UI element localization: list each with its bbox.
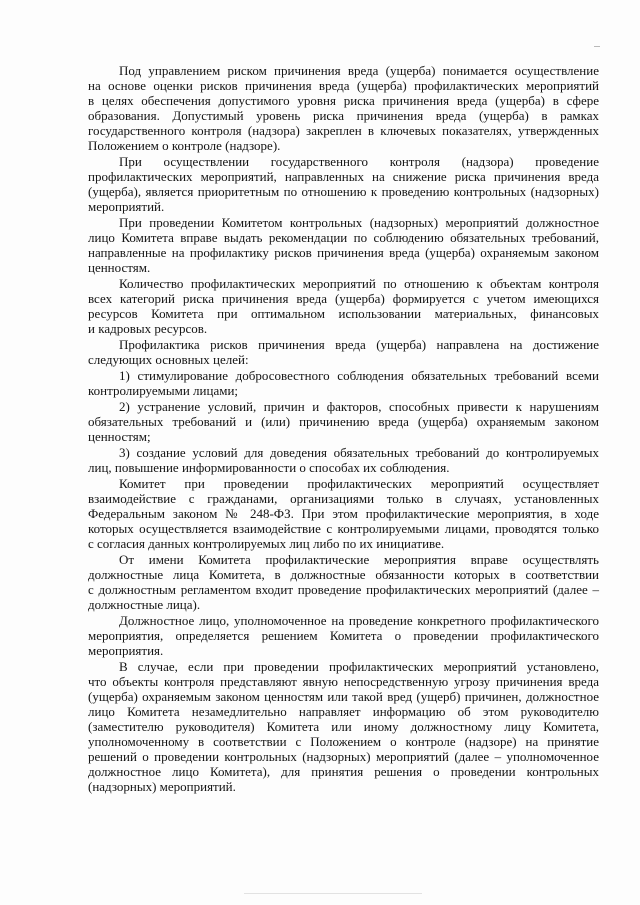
text-line: При осуществлении государственного контроля (надзора) проведение <box>119 154 599 169</box>
text-line: направленные на профилактику рисков причинения вреда (ущерба) охраняемым законом <box>88 245 599 260</box>
text-line: Под управлением риском причинения вреда (ущерба) понимается осуществление <box>119 63 599 78</box>
text-line: должностное лицо Комитета), для принятия решения о проведении контрольных <box>88 764 599 779</box>
text-line: решений о проведении контрольных (надзорных) мероприятий (далее – уполномоченное <box>88 749 599 764</box>
text-line: на основе оценки рисков причинения вреда (ущерба) профилактических мероприятий <box>88 78 599 93</box>
text-line: взаимодействие с гражданами, организациями только в случаях, установленных <box>88 491 599 506</box>
text-line: Должностное лицо, уполномоченное на проведение конкретного профилактического <box>119 613 599 628</box>
text-line: 2) устранение условий, причин и факторов, способных привести к нарушениям <box>119 399 599 414</box>
text-line: лиц, повышение информированности о способах их соблюдения. <box>88 460 450 475</box>
text-line: которых осуществляется взаимодействие с контролируемыми лицами, проводятся только <box>88 521 599 536</box>
text-line: мероприятий. <box>88 199 165 214</box>
paragraph <box>88 476 599 551</box>
text-line: (ущерба), является приоритетным по отношению к проведению контрольных (надзорных) <box>88 184 599 199</box>
text-line: 3) создание условий для доведения обязательных требований до контролируемых <box>119 445 599 460</box>
scan-mark <box>594 46 600 47</box>
text-line: лицо Комитета вправе выдать рекомендации по соблюдению обязательных требований, <box>88 230 599 245</box>
paragraph <box>88 337 599 367</box>
text-line: Положением о контроле (надзоре). <box>88 138 281 153</box>
text-line: (надзорных) мероприятий. <box>88 779 236 794</box>
text-line: обязательных требований и (или) причинению вреда (ущерба) охраняемым законом <box>88 414 599 429</box>
text-line: уполномоченному в соответствии с Положением о контроле (надзоре) на принятие <box>88 734 599 749</box>
text-line: что объекты контроля представляют явную непосредственную угрозу причинения вреда <box>88 674 599 689</box>
text-line: с должностным регламентом входит проведение профилактических мероприятий (далее – <box>88 582 599 597</box>
paragraph <box>88 445 599 475</box>
text-line: и кадровых ресурсов. <box>88 321 208 336</box>
text-line: образования. Допустимый уровень риска причинения вреда (ущерба) в рамках <box>88 108 599 123</box>
body-text <box>88 63 599 795</box>
text-line: лицо Комитета незамедлительно направляет информацию об этом руководителю <box>88 704 599 719</box>
paragraph <box>88 215 599 275</box>
text-line: ценностям. <box>88 260 151 275</box>
paragraph <box>88 63 599 153</box>
text-line: должностные лица). <box>88 597 201 612</box>
text-line: мероприятия. <box>88 643 164 658</box>
text-line: Профилактика рисков причинения вреда (ущерба) направлена на достижение <box>119 337 599 352</box>
text-line: всех категорий риска причинения вреда (ущерба) формируется с учетом имеющихся <box>88 291 599 306</box>
text-line: От имени Комитета профилактические мероприятия вправе осуществлять <box>119 552 599 567</box>
text-line: должностные лица Комитета, в должностные обязанности которых в соответствии <box>88 567 599 582</box>
text-line: (заместителю руководителя) Комитета или иному должностному лицу Комитета, <box>88 719 599 734</box>
text-line: При проведении Комитетом контрольных (надзорных) мероприятий должностное <box>119 215 599 230</box>
paragraph <box>88 659 599 794</box>
paragraph <box>88 276 599 336</box>
paragraph <box>88 613 599 658</box>
text-line: профилактических мероприятий, направленных на снижение риска причинения вреда <box>88 169 599 184</box>
text-line: ценностям; <box>88 429 151 444</box>
scan-artifact-line <box>244 893 422 894</box>
paragraph <box>88 399 599 444</box>
paragraph <box>88 368 599 398</box>
text-line: ресурсов Комитета при оптимальном использовании материальных, финансовых <box>88 306 599 321</box>
paragraph <box>88 552 599 612</box>
text-line: с согласия данных контролируемых лиц либо по их инициативе. <box>88 536 445 551</box>
text-line: (ущерба) охраняемым законом ценностям или такой вред (ущерб) причинен, должностное <box>88 689 599 704</box>
text-line: Количество профилактических мероприятий по отношению к объектам контроля <box>119 276 599 291</box>
text-line: контролируемыми лицами; <box>88 383 239 398</box>
text-line: следующих основных целей: <box>88 352 249 367</box>
text-line: Федеральным законом № 248-ФЗ. При этом профилактические мероприятия, в ходе <box>88 506 599 521</box>
text-line: мероприятия, определяется решением Комитета о проведении профилактического <box>88 628 599 643</box>
paragraph <box>88 154 599 214</box>
text-line: государственного контроля (надзора) закреплен в ключевых показателях, утвержденных <box>88 123 599 138</box>
text-line: в целях обеспечения допустимого уровня риска причинения вреда (ущерба) в сфере <box>88 93 599 108</box>
text-line: В случае, если при проведении профилактических мероприятий установлено, <box>119 659 599 674</box>
text-line: 1) стимулирование добросовестного соблюдения обязательных требований всеми <box>119 368 599 383</box>
text-line: Комитет при проведении профилактических мероприятий осуществляет <box>119 476 599 491</box>
